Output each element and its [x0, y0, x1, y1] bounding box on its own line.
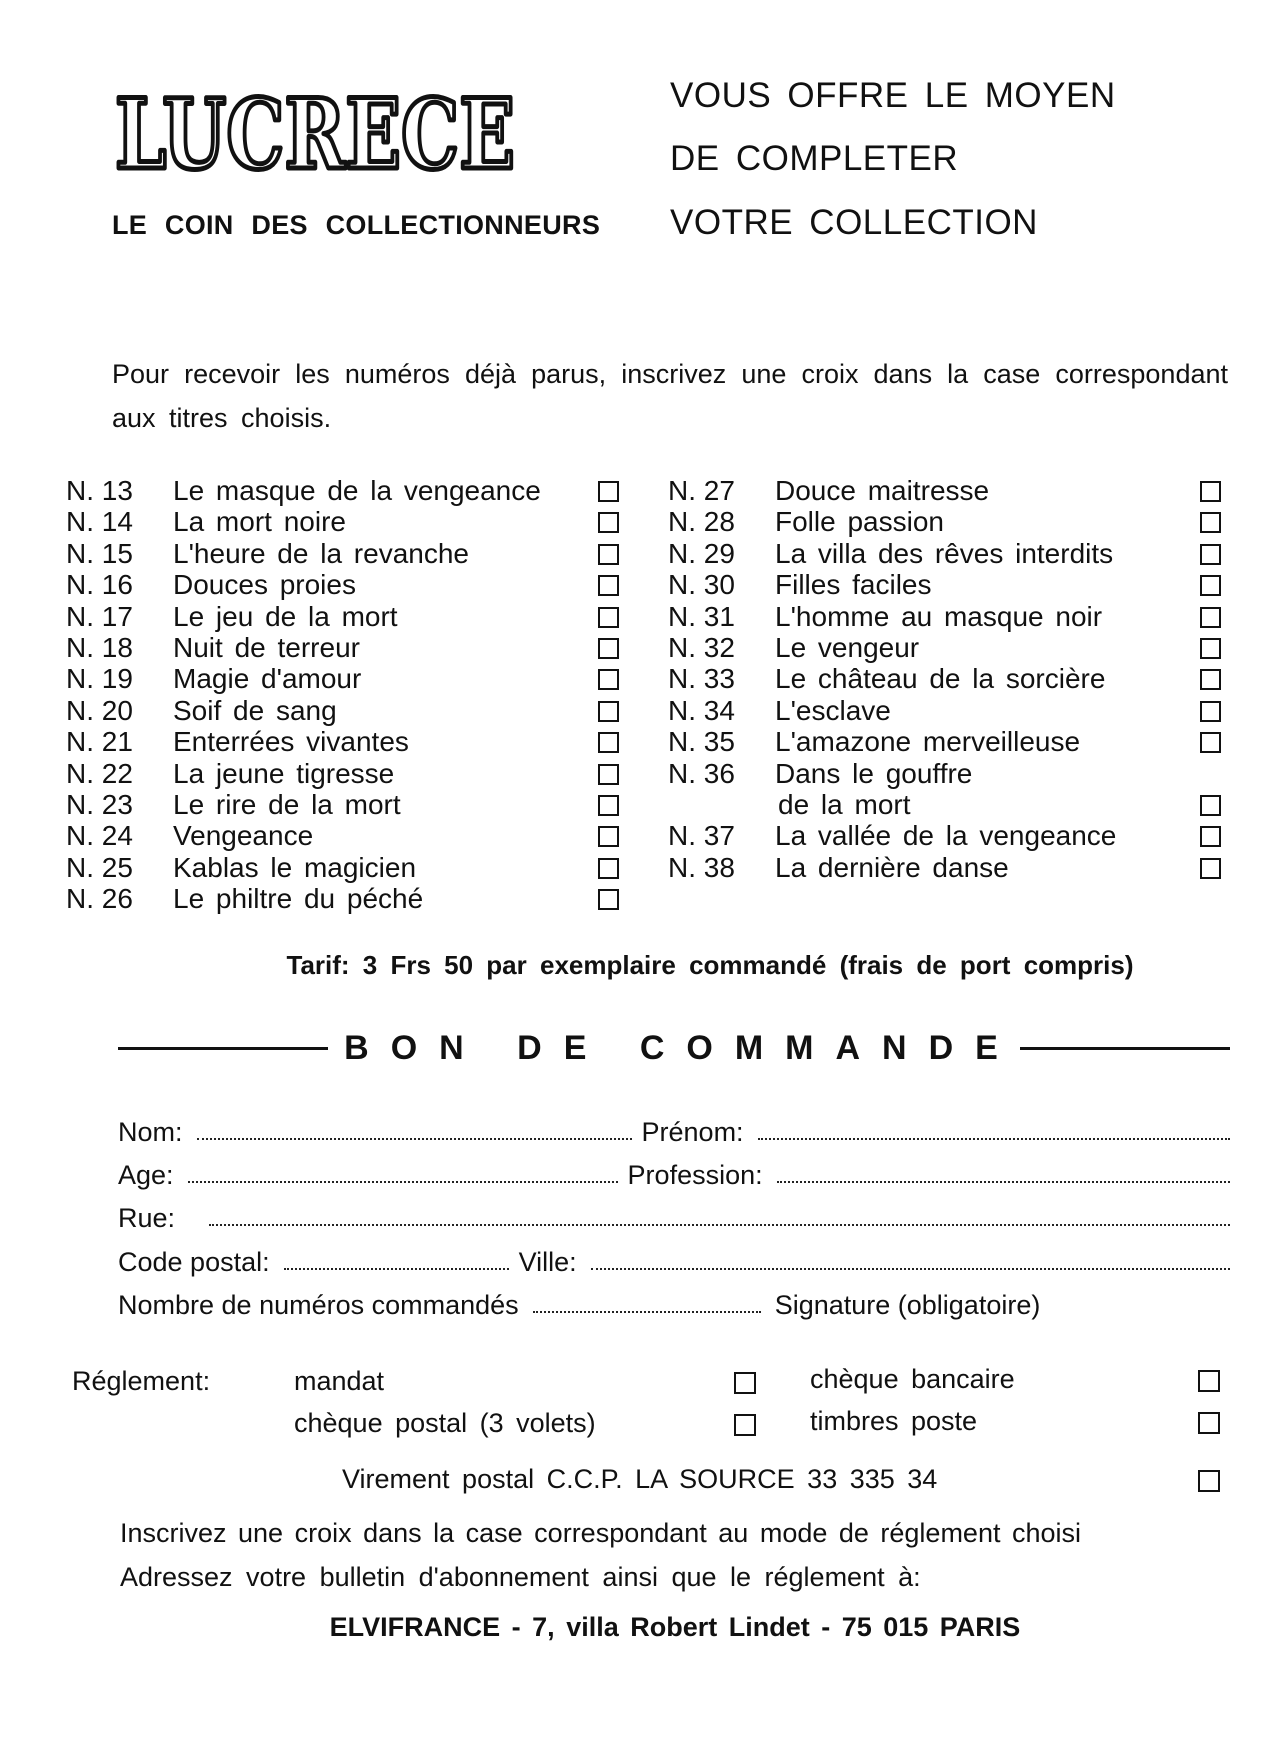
- issue-title: La vallée de la vengeance: [775, 820, 1117, 852]
- issue-number: N. 28: [668, 506, 735, 538]
- ville-label: Ville:: [518, 1247, 577, 1277]
- nom-field[interactable]: [197, 1138, 632, 1140]
- code-postal-label: Code postal:: [118, 1247, 270, 1277]
- payment-option-virement-postal: Virement postal C.C.P. LA SOURCE 33 335 34: [342, 1464, 938, 1494]
- issue-checkbox[interactable]: [1200, 826, 1221, 847]
- issue-title: Le vengeur: [775, 631, 920, 663]
- issue-item: [66, 663, 631, 694]
- issue-item: [66, 852, 631, 883]
- issue-item: [66, 820, 631, 851]
- divider-right: [1020, 1047, 1230, 1050]
- issue-number: N. 15: [66, 537, 133, 569]
- issue-item: [668, 726, 1233, 757]
- issue-item: [668, 852, 1233, 883]
- issue-title: L'amazone merveilleuse: [775, 726, 1081, 758]
- form-row-nom: [118, 1112, 1230, 1148]
- issue-checkbox[interactable]: [598, 607, 619, 628]
- issue-item: [66, 538, 631, 569]
- payment-checkbox-mandat[interactable]: [734, 1372, 756, 1394]
- issue-number: N. 21: [66, 726, 133, 758]
- issue-title: Le château de la sorcière: [775, 663, 1106, 695]
- issue-checkbox[interactable]: [1200, 795, 1221, 816]
- issue-checkbox[interactable]: [598, 638, 619, 659]
- payment-checkbox-virement-postal[interactable]: [1198, 1470, 1220, 1492]
- payment-option-cheque-postal: chèque postal (3 volets): [294, 1408, 596, 1438]
- rue-field[interactable]: [209, 1224, 1230, 1226]
- tarif-text: Tarif: 3 Frs 50 par exemplaire commandé (frais de port compris): [286, 950, 1134, 980]
- issue-number: N. 32: [668, 631, 735, 663]
- issue-title: Enterrées vivantes: [173, 726, 409, 758]
- issue-number: N. 29: [668, 537, 735, 569]
- intro-text: Pour recevoir les numéros déjà parus, inscrivez une croix dans la case correspondant aux titres choisis.: [112, 359, 1228, 433]
- issue-item: [668, 758, 1233, 789]
- issue-title: La mort noire: [173, 506, 346, 538]
- issue-checkbox[interactable]: [1200, 607, 1221, 628]
- tagline-line-2: DE COMPLETER: [670, 139, 959, 178]
- age-label: Age:: [118, 1160, 174, 1190]
- issue-number: N. 31: [668, 600, 735, 632]
- issue-number: N. 36: [668, 757, 735, 789]
- issue-checkbox[interactable]: [598, 669, 619, 690]
- issue-title: Nuit de terreur: [173, 631, 360, 663]
- issue-checkbox[interactable]: [598, 512, 619, 533]
- issue-item: [66, 601, 631, 632]
- issue-title: Dans le gouffre: [775, 757, 973, 789]
- issue-number: N. 35: [668, 726, 735, 758]
- lucrece-logo: [105, 78, 525, 191]
- issue-checkbox[interactable]: [598, 795, 619, 816]
- issue-item: [668, 663, 1233, 694]
- issue-checkbox[interactable]: [1200, 481, 1221, 502]
- issue-number: N. 24: [66, 820, 133, 852]
- issue-number: N. 22: [66, 757, 133, 789]
- issue-checkbox[interactable]: [1200, 701, 1221, 722]
- issue-title: Soif de sang: [173, 694, 337, 726]
- issue-title: L'esclave: [775, 694, 891, 726]
- issue-item: [668, 820, 1233, 851]
- issue-checkbox[interactable]: [598, 826, 619, 847]
- issue-title: Le philtre du péché: [173, 883, 424, 915]
- issue-item: [66, 632, 631, 663]
- issue-checkbox[interactable]: [598, 732, 619, 753]
- issue-number: N. 33: [668, 663, 735, 695]
- issue-item: [66, 475, 631, 506]
- issue-item: [66, 883, 631, 914]
- issue-item: [66, 569, 631, 600]
- issue-number: N. 25: [66, 851, 133, 883]
- nom-label: Nom:: [118, 1117, 183, 1147]
- payment-option-timbres-poste: timbres poste: [810, 1406, 978, 1436]
- issue-title: Magie d'amour: [173, 663, 362, 695]
- issue-title: Douce maitresse: [775, 475, 990, 506]
- code-postal-field[interactable]: [284, 1268, 509, 1270]
- issue-title: Kablas le magicien: [173, 851, 417, 883]
- payment-checkbox-cheque-postal[interactable]: [734, 1414, 756, 1436]
- issue-number: N. 37: [668, 820, 735, 852]
- issue-item: [668, 695, 1233, 726]
- issue-number: N. 34: [668, 694, 735, 726]
- payment-option-mandat: mandat: [294, 1366, 385, 1396]
- issue-title: Le masque de la vengeance: [173, 475, 541, 506]
- issue-item: [668, 538, 1233, 569]
- issue-title-line-2: de la mort: [778, 788, 911, 820]
- nombre-field[interactable]: [533, 1311, 761, 1313]
- payment-label: Réglement:: [72, 1366, 211, 1396]
- order-form-title: BON DE COMMANDE: [344, 1028, 1020, 1067]
- issue-number: N. 16: [66, 569, 133, 601]
- issue-item: [66, 758, 631, 789]
- issue-item: [668, 506, 1233, 537]
- form-row-age: [118, 1155, 1230, 1191]
- issue-list-right: [668, 475, 1233, 883]
- issue-title: L'homme au masque noir: [775, 600, 1103, 632]
- issue-checkbox[interactable]: [598, 575, 619, 596]
- logo-text: LUCRECE: [115, 78, 515, 191]
- prenom-label: Prénom:: [641, 1117, 744, 1147]
- issue-title: L'heure de la revanche: [173, 537, 469, 569]
- form-row-nombre: [118, 1285, 1230, 1321]
- issue-number: N. 30: [668, 569, 735, 601]
- issue-item: [66, 789, 631, 820]
- issue-checkbox[interactable]: [598, 889, 619, 910]
- payment-checkbox-timbres-poste[interactable]: [1198, 1412, 1220, 1434]
- issue-number: N. 23: [66, 788, 133, 820]
- prenom-field[interactable]: [758, 1138, 1230, 1140]
- issue-item: [66, 695, 631, 726]
- issue-checkbox[interactable]: [1200, 732, 1221, 753]
- form-row-rue: [118, 1198, 1230, 1234]
- nombre-label: Nombre de numéros commandés: [118, 1290, 519, 1320]
- issue-item: [66, 506, 631, 537]
- subtitle: LE COIN DES COLLECTIONNEURS: [112, 210, 601, 240]
- address-intro: Adressez votre bulletin d'abonnement ainsi que le réglement à:: [120, 1562, 921, 1592]
- mailing-address: ELVIFRANCE - 7, villa Robert Lindet - 75 015 PARIS: [329, 1612, 1021, 1642]
- issue-title: Douces proies: [173, 569, 356, 601]
- issue-list-left: [66, 475, 631, 914]
- order-form-heading: [118, 1028, 1230, 1068]
- issue-item: [668, 601, 1233, 632]
- profession-field[interactable]: [777, 1181, 1230, 1183]
- issue-item: [668, 569, 1233, 600]
- issue-checkbox[interactable]: [598, 858, 619, 879]
- issue-item: [668, 632, 1233, 663]
- issue-number: N. 13: [66, 475, 133, 506]
- issue-title: Filles faciles: [775, 569, 932, 601]
- issue-checkbox[interactable]: [1200, 858, 1221, 879]
- issue-title: La dernière danse: [775, 851, 1009, 883]
- issue-checkbox[interactable]: [1200, 512, 1221, 533]
- issue-checkbox[interactable]: [1200, 544, 1221, 565]
- signature-label: Signature (obligatoire): [774, 1290, 1041, 1320]
- issue-checkbox[interactable]: [1200, 669, 1221, 690]
- issue-item-continuation: [668, 789, 1233, 820]
- issue-title: Folle passion: [775, 506, 944, 538]
- issue-checkbox[interactable]: [1200, 575, 1221, 596]
- issue-number: N. 20: [66, 694, 133, 726]
- issue-number: N. 38: [668, 851, 735, 883]
- issue-number: N. 19: [66, 663, 133, 695]
- issue-number: N. 18: [66, 631, 133, 663]
- issue-title: La jeune tigresse: [173, 757, 395, 789]
- issue-checkbox[interactable]: [1200, 638, 1221, 659]
- issue-checkbox[interactable]: [598, 481, 619, 502]
- tagline-line-1: VOUS OFFRE LE MOYEN: [670, 76, 1116, 115]
- issue-item: [66, 726, 631, 757]
- issue-number: N. 26: [66, 883, 133, 915]
- issue-number: N. 17: [66, 600, 133, 632]
- issue-title: Vengeance: [173, 820, 314, 852]
- ville-field[interactable]: [591, 1268, 1230, 1270]
- tagline-line-3: VOTRE COLLECTION: [670, 203, 1038, 242]
- payment-instruction: Inscrivez une croix dans la case correspondant au mode de réglement choisi: [120, 1518, 1081, 1548]
- divider-left: [118, 1047, 328, 1050]
- issue-item: [668, 475, 1233, 506]
- issue-number: N. 14: [66, 506, 133, 538]
- age-field[interactable]: [188, 1181, 618, 1183]
- issue-title: Le jeu de la mort: [173, 600, 398, 632]
- profession-label: Profession:: [627, 1160, 763, 1190]
- issue-checkbox[interactable]: [598, 764, 619, 785]
- payment-checkbox-cheque-bancaire[interactable]: [1198, 1370, 1220, 1392]
- payment-option-cheque-bancaire: chèque bancaire: [810, 1364, 1015, 1394]
- issue-title: Le rire de la mort: [173, 788, 401, 820]
- issue-number: N. 27: [668, 475, 735, 506]
- form-row-code-postal: [118, 1242, 1230, 1278]
- issue-checkbox[interactable]: [598, 544, 619, 565]
- rue-label: Rue:: [118, 1203, 176, 1233]
- issue-title: La villa des rêves interdits: [775, 537, 1114, 569]
- issue-checkbox[interactable]: [598, 701, 619, 722]
